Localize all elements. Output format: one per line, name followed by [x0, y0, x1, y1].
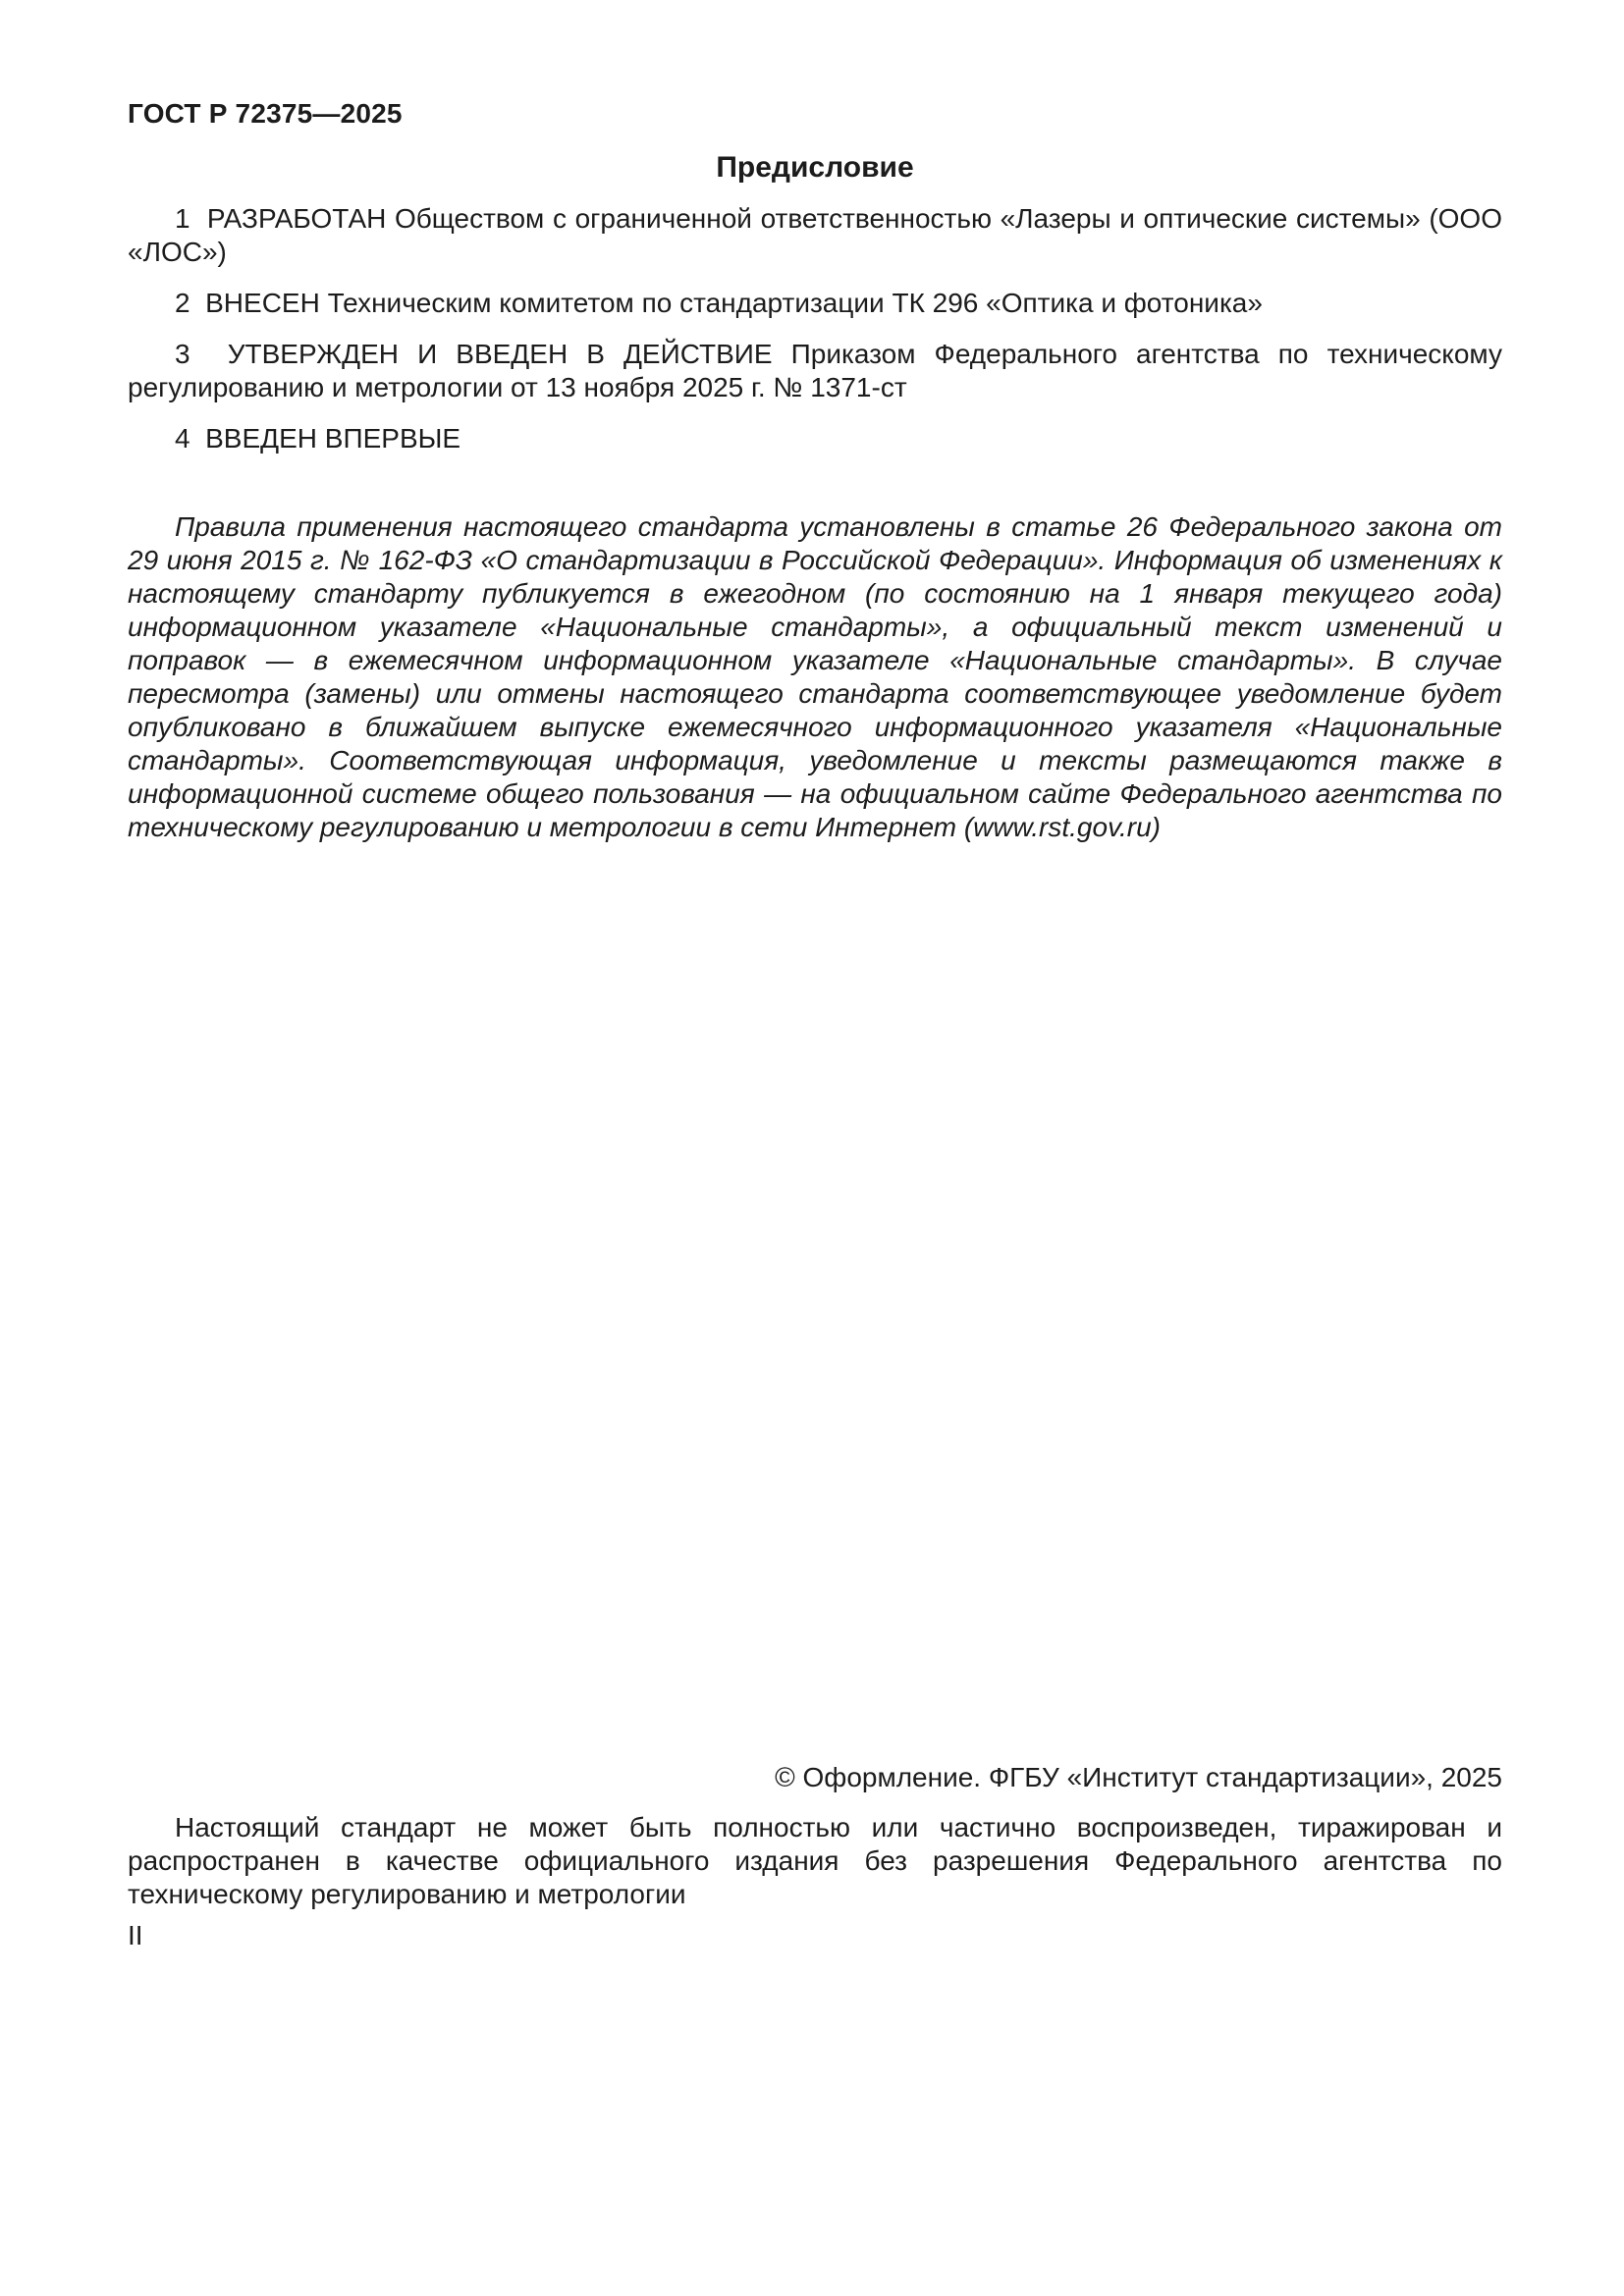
page-content [128, 0, 1502, 844]
application-rules-notice: Правила применения настоящего стандарта установлены в статье 26 Федерального закона от 29 июня 2015 г. № 162-ФЗ «О стандартизации в Российской Федерации». Информация об изменениях к настоящему стандарту публикуется в ежегодном (по состоянию на 1 января текущего года) информационном указателе «Национальные стандарты», а официальный текст изменений и поправок — в ежемесячном информационном указателе «Национальные стандарты». В случае пересмотра (замены) или отмены настоящего стандарта соответствующее уведомление будет опубликовано в ближайшем выпуске ежемесячного информационного указателя «Национальные стандарты». Соответствующая информация, уведомление и тексты размещаются также в информационной системе общего пользования — на официальном сайте Федерального агентства по техническому регулированию и метрологии в сети Интернет (www.rst.gov.ru) [128, 511, 1502, 842]
page-title: Предисловие [716, 151, 914, 184]
foreword-item-first-edition: 4 ВВЕДЕН ВПЕРВЫЕ [175, 423, 461, 454]
foreword-section [128, 202, 1502, 455]
foreword-item-approved: 3 УТВЕРЖДЕН И ВВЕДЕН В ДЕЙСТВИЕ Приказом Федерального агентства по техническому регулированию и метрологии от 13 ноября 2025 г. № 1371-ст [128, 339, 1502, 402]
page-number: II [128, 1920, 143, 1950]
copyright-line: © Оформление. ФГБУ «Институт стандартизации», 2025 [775, 1762, 1502, 1792]
foreword-item-developed: 1 РАЗРАБОТАН Обществом с ограниченной ответственностью «Лазеры и оптические системы» (ООО «ЛОС») [128, 203, 1502, 267]
foreword-item-submitted: 2 ВНЕСЕН Техническим комитетом по стандартизации ТК 296 «Оптика и фотоника» [175, 288, 1263, 318]
reproduction-restriction: Настоящий стандарт не может быть полностью или частично воспроизведен, тиражирован и распространен в качестве официального издания без разрешения Федерального агентства по техническому регулированию и метрологии [128, 1812, 1502, 1909]
standard-designation: ГОСТ Р 72375—2025 [128, 98, 403, 129]
